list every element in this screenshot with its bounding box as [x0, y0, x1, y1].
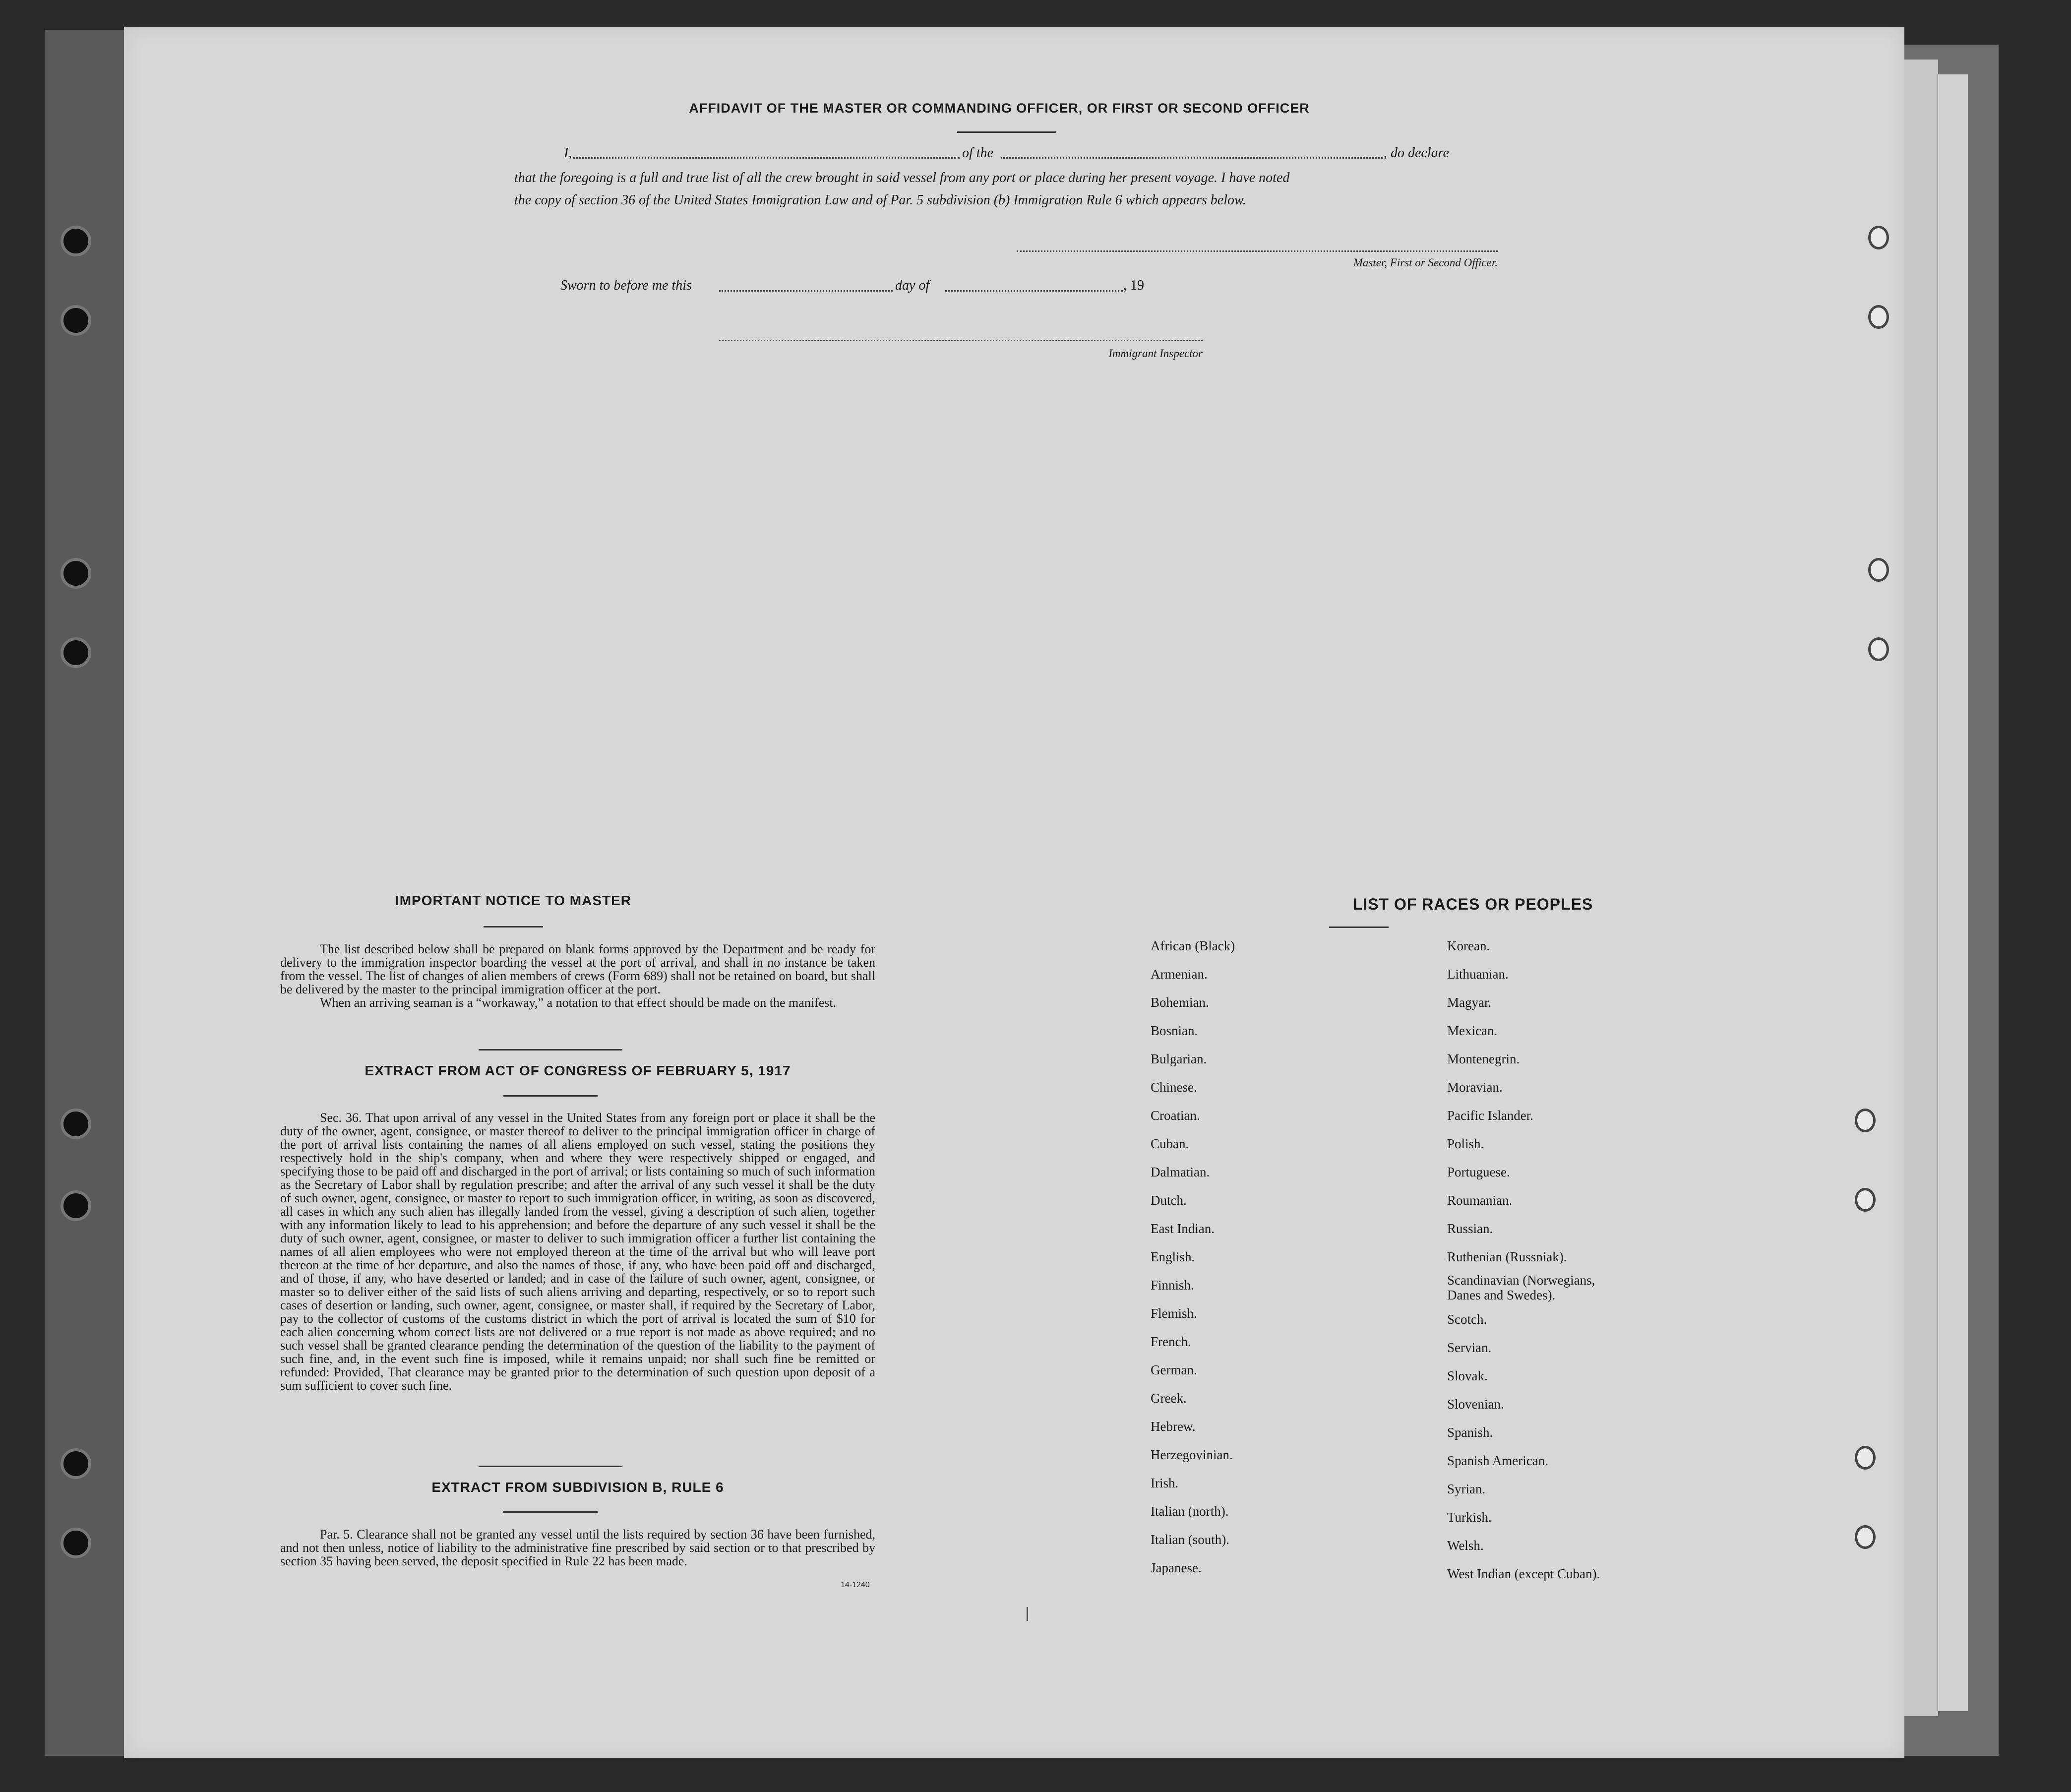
race-item: Korean.	[1447, 938, 1490, 953]
section-divider	[479, 1049, 622, 1050]
binder-hole-icon	[61, 226, 91, 256]
race-item: Greek.	[1151, 1391, 1187, 1406]
race-item: Bosnian.	[1151, 1023, 1198, 1038]
race-item: Slovenian.	[1447, 1397, 1504, 1412]
page-edge-stack-back	[1937, 74, 1968, 1711]
race-item: Hebrew.	[1151, 1419, 1196, 1434]
race-item: Magyar.	[1447, 995, 1492, 1010]
notice-paragraph: When an arriving seaman is a “workaway,” a notation to that effect should be made on the manifest.	[320, 995, 837, 1010]
notice-divider	[484, 926, 543, 927]
race-item: Bulgarian.	[1151, 1051, 1207, 1066]
act-section-text: Sec. 36. That upon arrival of any vessel in the United States from any foreign port or place it shall be the duty of the owner, agent, consignee, or master thereof to deliver to the principal immigration officer in charge of the port of arrival lists containing the names of all aliens employed on such vessel, stating the positions they respectively hold in the ship's company, when and where they were respectively shipped or engaged, and specifying those to be paid off and discharged in the port of arrival; or lists containing so much of such information as the Secretary of Labor shall by regulation prescribe; and after the arrival of any such vessel it shall be the duty of such owner, agent, consignee, or master to report to such immigration officer, in writing, as soon as discovered, all cases in which any such alien has illegally landed from the vessel, giving a description of such alien, together with any information likely to lead to his apprehension; and before the departure of any such vessel it shall be the duty of such owner, agent, consignee, or master to deliver to such immigration officer a further list containing the names of all alien employees who were not employed thereon at the time of the arrival but who will leave port thereon at the time of her departure, and also the names of those, if any, who have been paid off and discharged, and of those, if any, who have deserted or landed; and in case of the failure of such owner, agent, consignee, or master so to deliver either of the said lists of such aliens arriving and departing, respectively, or so to report such cases of desertion or landing, such owner, agent, consignee, or master shall, if required by the Secretary of Labor, pay to the collector of customs of the customs district in which the port of arrival is located the sum of $10 for each alien concerning whom correct lists are not delivered or a true report is not made as above required; and no such vessel shall be granted clearance pending the determination of the question of the liability to the payment of such fine, and, in the event such fine is imposed, while it remains unpaid; nor shall such fine be remitted or refunded: Provided, That clearance may be granted prior to the determination of such question upon deposit of a sum sufficient to cover such fine.	[280, 1111, 875, 1393]
binder-hole-icon	[61, 1190, 91, 1221]
punch-hole-icon	[1868, 637, 1889, 661]
race-item: Roumanian.	[1447, 1193, 1513, 1208]
race-item: Japanese.	[1151, 1560, 1202, 1575]
races-divider	[1329, 927, 1389, 928]
race-item: Servian.	[1447, 1340, 1492, 1355]
day-of-label: day of	[895, 278, 930, 293]
race-item: Italian (north).	[1151, 1504, 1229, 1519]
sworn-day-blank[interactable]	[719, 290, 893, 292]
punch-hole-icon	[1855, 1109, 1876, 1132]
master-signature-blank[interactable]	[1017, 250, 1498, 252]
sworn-month-blank[interactable]	[945, 290, 1123, 292]
affidavit-text-line: the copy of section 36 of the United States Immigration Law and of Par. 5 subdivision (b) Immigration Rule 6 which appears below.	[514, 192, 1246, 208]
races-title: LIST OF RACES OR PEOPLES	[1352, 895, 1593, 913]
do-declare-label: , do declare	[1384, 145, 1449, 161]
inspector-signature-blank[interactable]	[719, 340, 1203, 341]
form-number: 14-1240	[841, 1581, 870, 1589]
race-item: Montenegrin.	[1447, 1051, 1520, 1066]
race-item: Spanish.	[1447, 1425, 1493, 1440]
manifest-page	[124, 27, 1904, 1758]
race-item: African (Black)	[1151, 938, 1235, 953]
race-item: West Indian (except Cuban).	[1447, 1566, 1600, 1581]
race-item: East Indian.	[1151, 1221, 1215, 1236]
punch-hole-icon	[1868, 226, 1889, 249]
rule-body	[280, 1528, 875, 1568]
act-title: EXTRACT FROM ACT OF CONGRESS OF FEBRUARY 5, 1917	[365, 1063, 791, 1078]
affidavit-text-line: that the foregoing is a full and true list of all the crew brought in said vessel from any port or place during her present voyage. I have noted	[514, 170, 1290, 185]
binder-hole-icon	[61, 305, 91, 336]
punch-hole-icon	[1868, 305, 1889, 329]
punch-hole-icon	[1855, 1446, 1876, 1470]
year-label: , 19	[1123, 278, 1144, 293]
rule-title: EXTRACT FROM SUBDIVISION B, RULE 6	[431, 1480, 724, 1495]
race-item: German.	[1151, 1362, 1197, 1377]
race-item: Croatian.	[1151, 1108, 1200, 1123]
binder-hole-icon	[61, 558, 91, 589]
race-item: Cuban.	[1151, 1136, 1189, 1151]
notice-title: IMPORTANT NOTICE TO MASTER	[395, 893, 632, 908]
inspector-caption: Immigrant Inspector	[1108, 347, 1203, 360]
act-body	[280, 1111, 875, 1392]
rule-divider	[503, 1511, 598, 1513]
race-item: Moravian.	[1447, 1080, 1503, 1095]
race-item: English.	[1151, 1249, 1195, 1264]
vessel-of-the-label: of the	[962, 145, 993, 161]
race-item: Ruthenian (Russniak).	[1447, 1249, 1567, 1264]
race-item: Armenian.	[1151, 967, 1208, 982]
race-item: Dalmatian.	[1151, 1165, 1210, 1179]
master-signature-caption: Master, First or Second Officer.	[1353, 256, 1498, 269]
race-item: Slovak.	[1447, 1368, 1488, 1383]
page-edge-stack	[1902, 60, 1938, 1716]
race-item: Dutch.	[1151, 1193, 1187, 1208]
race-item: Herzegovinian.	[1151, 1447, 1233, 1462]
notice-paragraph: The list described below shall be prepared on blank forms approved by the Department and be ready for delivery to the immigration inspector boarding the vessel at the port of arrival, and shall in no instance be taken from the vessel. The list of changes of alien members of crews (Form 689) shall not be retained on board, but shall be delivered by the master to the principal immigration officer at the port.	[280, 942, 875, 996]
margin-mark	[1027, 1607, 1028, 1621]
section-divider	[479, 1466, 622, 1467]
binder-hole-icon	[61, 1448, 91, 1479]
vessel-name-blank[interactable]	[1001, 157, 1383, 159]
notice-body	[280, 942, 875, 1009]
punch-hole-icon	[1868, 558, 1889, 582]
race-item: Russian.	[1447, 1221, 1493, 1236]
race-item: Turkish.	[1447, 1510, 1492, 1525]
declarant-label: I,	[564, 145, 572, 161]
race-item: Chinese.	[1151, 1080, 1197, 1095]
race-item: Polish.	[1447, 1136, 1484, 1151]
punch-hole-icon	[1855, 1188, 1876, 1212]
race-item: Finnish.	[1151, 1278, 1194, 1293]
race-item: Mexican.	[1447, 1023, 1498, 1038]
race-item: Syrian.	[1447, 1482, 1486, 1496]
race-item: Scandinavian (Norwegians, Danes and Swedes).	[1447, 1273, 1595, 1302]
race-item: Spanish American.	[1447, 1453, 1548, 1468]
act-divider	[503, 1095, 598, 1097]
binder-hole-icon	[61, 1528, 91, 1558]
binder-hole-icon	[61, 1109, 91, 1139]
race-item: Flemish.	[1151, 1306, 1197, 1321]
title-divider	[957, 131, 1056, 133]
binder-hole-icon	[61, 637, 91, 668]
affidavit-title: AFFIDAVIT OF THE MASTER OR COMMANDING OFFICER, OR FIRST OR SECOND OFFICER	[689, 101, 1310, 116]
race-item: Italian (south).	[1151, 1532, 1229, 1547]
race-item: Bohemian.	[1151, 995, 1209, 1010]
rule-text: Par. 5. Clearance shall not be granted any vessel until the lists required by section 36 have been furnished, and not then unless, notice of liability to the administrative fine prescribed by said section or to that prescribed by section 35 having been served, the deposit specified in Rule 22 has been made.	[280, 1527, 875, 1568]
race-item: Portuguese.	[1447, 1165, 1510, 1179]
race-item: Irish.	[1151, 1476, 1179, 1490]
race-item: Welsh.	[1447, 1538, 1484, 1553]
race-item: French.	[1151, 1334, 1191, 1349]
race-item: Scotch.	[1447, 1312, 1487, 1327]
race-item: Pacific Islander.	[1447, 1108, 1533, 1123]
declarant-name-blank[interactable]	[573, 157, 960, 159]
race-item: Lithuanian.	[1447, 967, 1509, 982]
punch-hole-icon	[1855, 1525, 1876, 1549]
sworn-label: Sworn to before me this	[560, 278, 692, 293]
